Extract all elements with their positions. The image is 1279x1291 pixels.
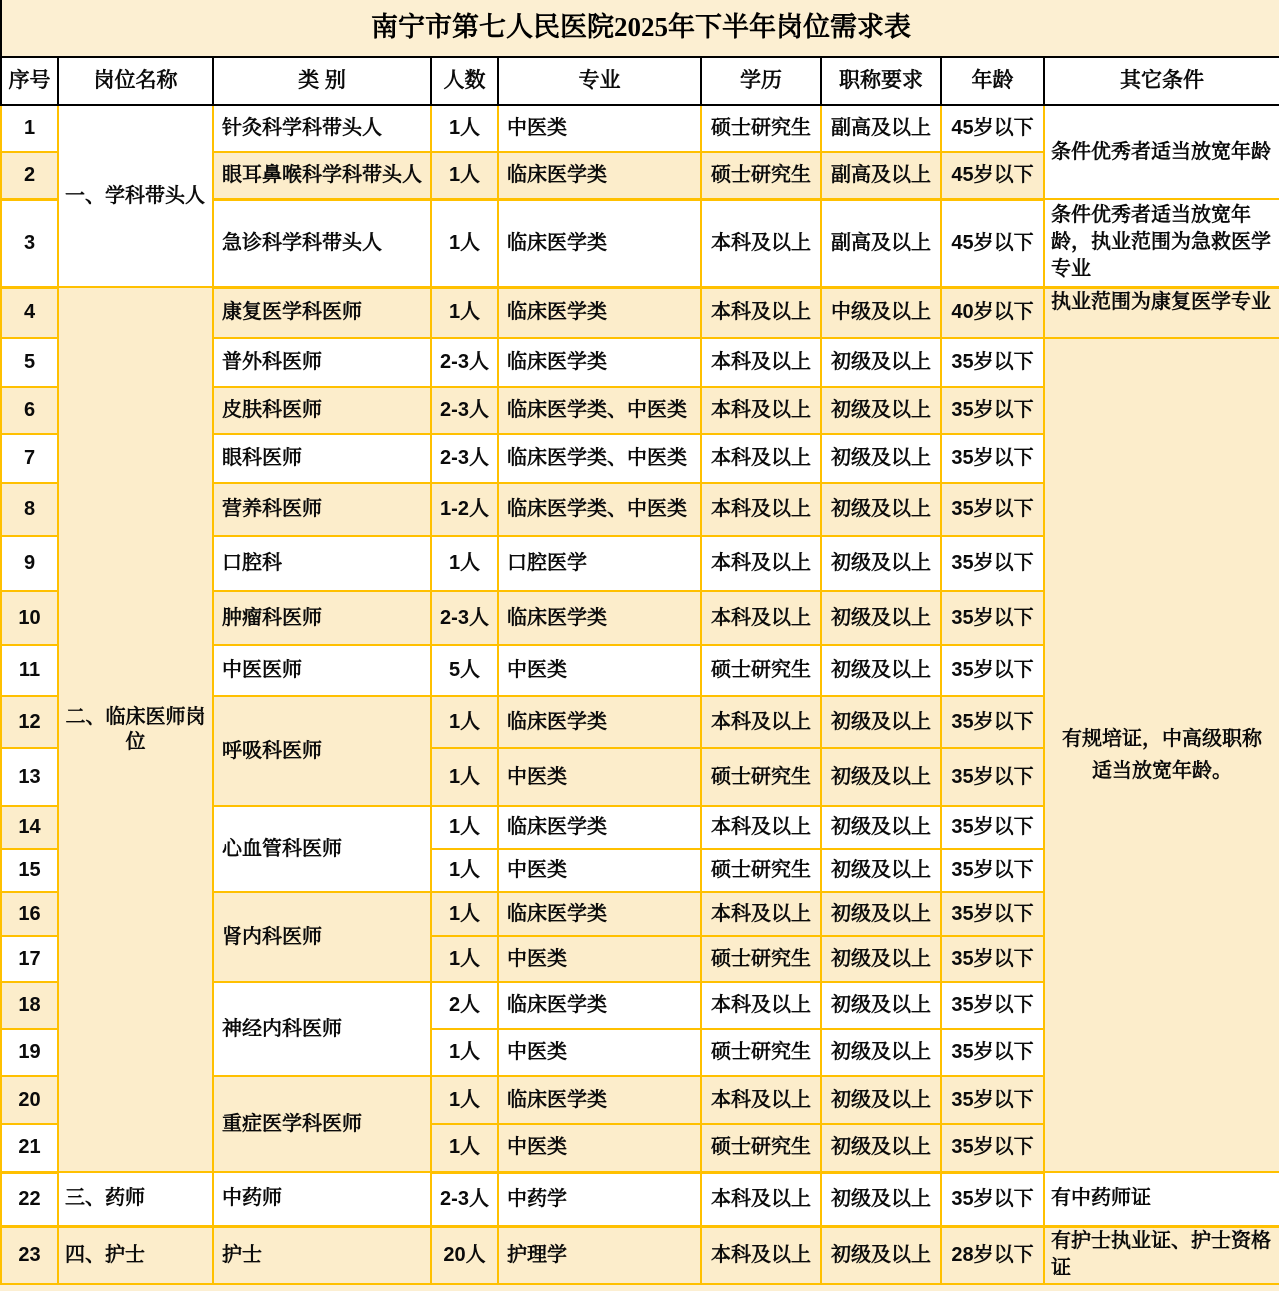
- major-cell: 口腔医学: [498, 536, 701, 591]
- major-cell: 临床医学类: [498, 287, 701, 338]
- seq-cell: 13: [1, 748, 58, 806]
- title-req-cell: 初级及以上: [821, 483, 941, 536]
- col-header-other: 其它条件: [1044, 57, 1279, 105]
- table-row: [1, 1226, 1279, 1284]
- education-cell: 本科及以上: [701, 483, 821, 536]
- education-cell: 硕士研究生: [701, 748, 821, 806]
- age-cell: 35岁以下: [941, 748, 1044, 806]
- title-req-cell: 初级及以上: [821, 696, 941, 748]
- education-cell: 硕士研究生: [701, 152, 821, 199]
- seq-cell: 14: [1, 806, 58, 849]
- title-req-cell: 初级及以上: [821, 1226, 941, 1284]
- seq-cell: 7: [1, 434, 58, 483]
- title-req-cell: 副高及以上: [821, 199, 941, 287]
- count-cell: 1人: [431, 287, 498, 338]
- age-cell: 35岁以下: [941, 387, 1044, 434]
- position-group-cell: 一、学科带头人: [58, 105, 213, 287]
- major-cell: 临床医学类: [498, 982, 701, 1029]
- seq-cell: 4: [1, 287, 58, 338]
- seq-cell: 15: [1, 849, 58, 892]
- title-req-cell: 初级及以上: [821, 806, 941, 849]
- title-req-cell: 初级及以上: [821, 982, 941, 1029]
- age-cell: 45岁以下: [941, 105, 1044, 152]
- major-cell: 临床医学类、中医类: [498, 434, 701, 483]
- age-cell: 35岁以下: [941, 338, 1044, 387]
- count-cell: 1人: [431, 105, 498, 152]
- seq-cell: 11: [1, 645, 58, 696]
- count-cell: 1人: [431, 696, 498, 748]
- major-cell: 中医类: [498, 748, 701, 806]
- education-cell: 本科及以上: [701, 199, 821, 287]
- age-cell: 35岁以下: [941, 536, 1044, 591]
- title-req-cell: 初级及以上: [821, 936, 941, 982]
- education-cell: 硕士研究生: [701, 645, 821, 696]
- title-req-cell: 副高及以上: [821, 105, 941, 152]
- title-req-cell: 初级及以上: [821, 536, 941, 591]
- col-header-education: 学历: [701, 57, 821, 105]
- education-cell: 本科及以上: [701, 806, 821, 849]
- other-conditions-cell: 条件优秀者适当放宽年龄: [1044, 105, 1279, 199]
- major-cell: 中医类: [498, 645, 701, 696]
- education-cell: 本科及以上: [701, 591, 821, 645]
- education-cell: 硕士研究生: [701, 105, 821, 152]
- position-group-cell: 三、药师: [58, 1172, 213, 1226]
- count-cell: 1-2人: [431, 483, 498, 536]
- seq-cell: 8: [1, 483, 58, 536]
- age-cell: 35岁以下: [941, 434, 1044, 483]
- seq-cell: 3: [1, 199, 58, 287]
- count-cell: 1人: [431, 748, 498, 806]
- category-cell: 呼吸科医师: [213, 696, 431, 806]
- title-req-cell: 初级及以上: [821, 387, 941, 434]
- major-cell: 临床医学类: [498, 696, 701, 748]
- major-cell: 中药学: [498, 1172, 701, 1226]
- major-cell: 临床医学类、中医类: [498, 387, 701, 434]
- age-cell: 40岁以下: [941, 287, 1044, 338]
- major-cell: 中医类: [498, 849, 701, 892]
- education-cell: 本科及以上: [701, 536, 821, 591]
- count-cell: 2-3人: [431, 387, 498, 434]
- count-cell: 1人: [431, 1076, 498, 1124]
- col-header-count: 人数: [431, 57, 498, 105]
- col-header-title-req: 职称要求: [821, 57, 941, 105]
- category-cell: 康复医学科医师: [213, 287, 431, 338]
- education-cell: 本科及以上: [701, 1226, 821, 1284]
- count-cell: 2-3人: [431, 434, 498, 483]
- count-cell: 5人: [431, 645, 498, 696]
- count-cell: 20人: [431, 1226, 498, 1284]
- count-cell: 1人: [431, 936, 498, 982]
- count-cell: 1人: [431, 152, 498, 199]
- seq-cell: 19: [1, 1029, 58, 1076]
- category-cell: 神经内科医师: [213, 982, 431, 1076]
- seq-cell: 17: [1, 936, 58, 982]
- education-cell: 本科及以上: [701, 982, 821, 1029]
- major-cell: 中医类: [498, 936, 701, 982]
- seq-cell: 20: [1, 1076, 58, 1124]
- seq-cell: 5: [1, 338, 58, 387]
- title-req-cell: 副高及以上: [821, 152, 941, 199]
- education-cell: 本科及以上: [701, 1172, 821, 1226]
- category-cell: 重症医学科医师: [213, 1076, 431, 1172]
- age-cell: 35岁以下: [941, 591, 1044, 645]
- seq-cell: 9: [1, 536, 58, 591]
- category-cell: 中医医师: [213, 645, 431, 696]
- seq-cell: 2: [1, 152, 58, 199]
- education-cell: 本科及以上: [701, 696, 821, 748]
- header-row: [1, 57, 1279, 105]
- col-header-category: 类 别: [213, 57, 431, 105]
- col-header-age: 年龄: [941, 57, 1044, 105]
- col-header-seq: 序号: [1, 57, 58, 105]
- seq-cell: 21: [1, 1124, 58, 1172]
- page-title: 南宁市第七人民医院2025年下半年岗位需求表: [1, 0, 1279, 57]
- table-row: [1, 287, 1279, 338]
- other-conditions-cell: 有中药师证: [1044, 1172, 1279, 1226]
- other-conditions-cell: 有规培证，中高级职称适当放宽年龄。: [1044, 338, 1279, 1172]
- table-row: [1, 105, 1279, 152]
- major-cell: 临床医学类: [498, 591, 701, 645]
- seq-cell: 10: [1, 591, 58, 645]
- major-cell: 护理学: [498, 1226, 701, 1284]
- education-cell: 硕士研究生: [701, 849, 821, 892]
- position-group-cell: 四、护士: [58, 1226, 213, 1284]
- count-cell: 1人: [431, 806, 498, 849]
- age-cell: 35岁以下: [941, 696, 1044, 748]
- count-cell: 1人: [431, 199, 498, 287]
- title-req-cell: 初级及以上: [821, 1124, 941, 1172]
- major-cell: 临床医学类: [498, 806, 701, 849]
- education-cell: 本科及以上: [701, 387, 821, 434]
- seq-cell: 6: [1, 387, 58, 434]
- major-cell: 临床医学类、中医类: [498, 483, 701, 536]
- age-cell: 35岁以下: [941, 645, 1044, 696]
- table-row: [1, 1172, 1279, 1226]
- age-cell: 45岁以下: [941, 152, 1044, 199]
- title-req-cell: 初级及以上: [821, 849, 941, 892]
- count-cell: 1人: [431, 1124, 498, 1172]
- education-cell: 硕士研究生: [701, 1124, 821, 1172]
- category-cell: 心血管科医师: [213, 806, 431, 892]
- other-conditions-cell: 执业范围为康复医学专业: [1044, 287, 1279, 338]
- title-req-cell: 初级及以上: [821, 892, 941, 936]
- age-cell: 35岁以下: [941, 982, 1044, 1029]
- count-cell: 2-3人: [431, 338, 498, 387]
- seq-cell: 16: [1, 892, 58, 936]
- position-group-cell: 二、临床医师岗位: [58, 287, 213, 1172]
- other-conditions-cell: 有护士执业证、护士资格证: [1044, 1226, 1279, 1284]
- category-cell: 眼科医师: [213, 434, 431, 483]
- education-cell: 本科及以上: [701, 287, 821, 338]
- education-cell: 硕士研究生: [701, 1029, 821, 1076]
- count-cell: 2人: [431, 982, 498, 1029]
- major-cell: 中医类: [498, 1124, 701, 1172]
- major-cell: 临床医学类: [498, 199, 701, 287]
- age-cell: 35岁以下: [941, 1172, 1044, 1226]
- age-cell: 35岁以下: [941, 806, 1044, 849]
- title-req-cell: 中级及以上: [821, 287, 941, 338]
- col-header-position: 岗位名称: [58, 57, 213, 105]
- age-cell: 35岁以下: [941, 892, 1044, 936]
- title-req-cell: 初级及以上: [821, 1172, 941, 1226]
- age-cell: 28岁以下: [941, 1226, 1044, 1284]
- seq-cell: 1: [1, 105, 58, 152]
- col-header-major: 专业: [498, 57, 701, 105]
- count-cell: 1人: [431, 1029, 498, 1076]
- education-cell: 本科及以上: [701, 1076, 821, 1124]
- age-cell: 35岁以下: [941, 483, 1044, 536]
- other-conditions-cell: 条件优秀者适当放宽年龄，执业范围为急救医学专业: [1044, 199, 1279, 287]
- education-cell: 本科及以上: [701, 892, 821, 936]
- age-cell: 35岁以下: [941, 936, 1044, 982]
- title-req-cell: 初级及以上: [821, 748, 941, 806]
- count-cell: 1人: [431, 849, 498, 892]
- count-cell: 2-3人: [431, 1172, 498, 1226]
- category-cell: 营养科医师: [213, 483, 431, 536]
- title-req-cell: 初级及以上: [821, 434, 941, 483]
- title-req-cell: 初级及以上: [821, 645, 941, 696]
- seq-cell: 22: [1, 1172, 58, 1226]
- category-cell: 肿瘤科医师: [213, 591, 431, 645]
- seq-cell: 23: [1, 1226, 58, 1284]
- age-cell: 35岁以下: [941, 849, 1044, 892]
- major-cell: 临床医学类: [498, 1076, 701, 1124]
- category-cell: 普外科医师: [213, 338, 431, 387]
- count-cell: 1人: [431, 536, 498, 591]
- major-cell: 临床医学类: [498, 152, 701, 199]
- education-cell: 本科及以上: [701, 434, 821, 483]
- category-cell: 护士: [213, 1226, 431, 1284]
- age-cell: 45岁以下: [941, 199, 1044, 287]
- category-cell: 中药师: [213, 1172, 431, 1226]
- age-cell: 35岁以下: [941, 1076, 1044, 1124]
- major-cell: 中医类: [498, 1029, 701, 1076]
- title-req-cell: 初级及以上: [821, 1029, 941, 1076]
- count-cell: 1人: [431, 892, 498, 936]
- count-cell: 2-3人: [431, 591, 498, 645]
- title-req-cell: 初级及以上: [821, 338, 941, 387]
- category-cell: 皮肤科医师: [213, 387, 431, 434]
- category-cell: 肾内科医师: [213, 892, 431, 982]
- category-cell: 眼耳鼻喉科学科带头人: [213, 152, 431, 199]
- title-req-cell: 初级及以上: [821, 591, 941, 645]
- category-cell: 针灸科学科带头人: [213, 105, 431, 152]
- major-cell: 临床医学类: [498, 338, 701, 387]
- category-cell: 口腔科: [213, 536, 431, 591]
- age-cell: 35岁以下: [941, 1124, 1044, 1172]
- education-cell: 本科及以上: [701, 338, 821, 387]
- major-cell: 临床医学类: [498, 892, 701, 936]
- major-cell: 中医类: [498, 105, 701, 152]
- education-cell: 硕士研究生: [701, 936, 821, 982]
- seq-cell: 18: [1, 982, 58, 1029]
- seq-cell: 12: [1, 696, 58, 748]
- age-cell: 35岁以下: [941, 1029, 1044, 1076]
- title-req-cell: 初级及以上: [821, 1076, 941, 1124]
- category-cell: 急诊科学科带头人: [213, 199, 431, 287]
